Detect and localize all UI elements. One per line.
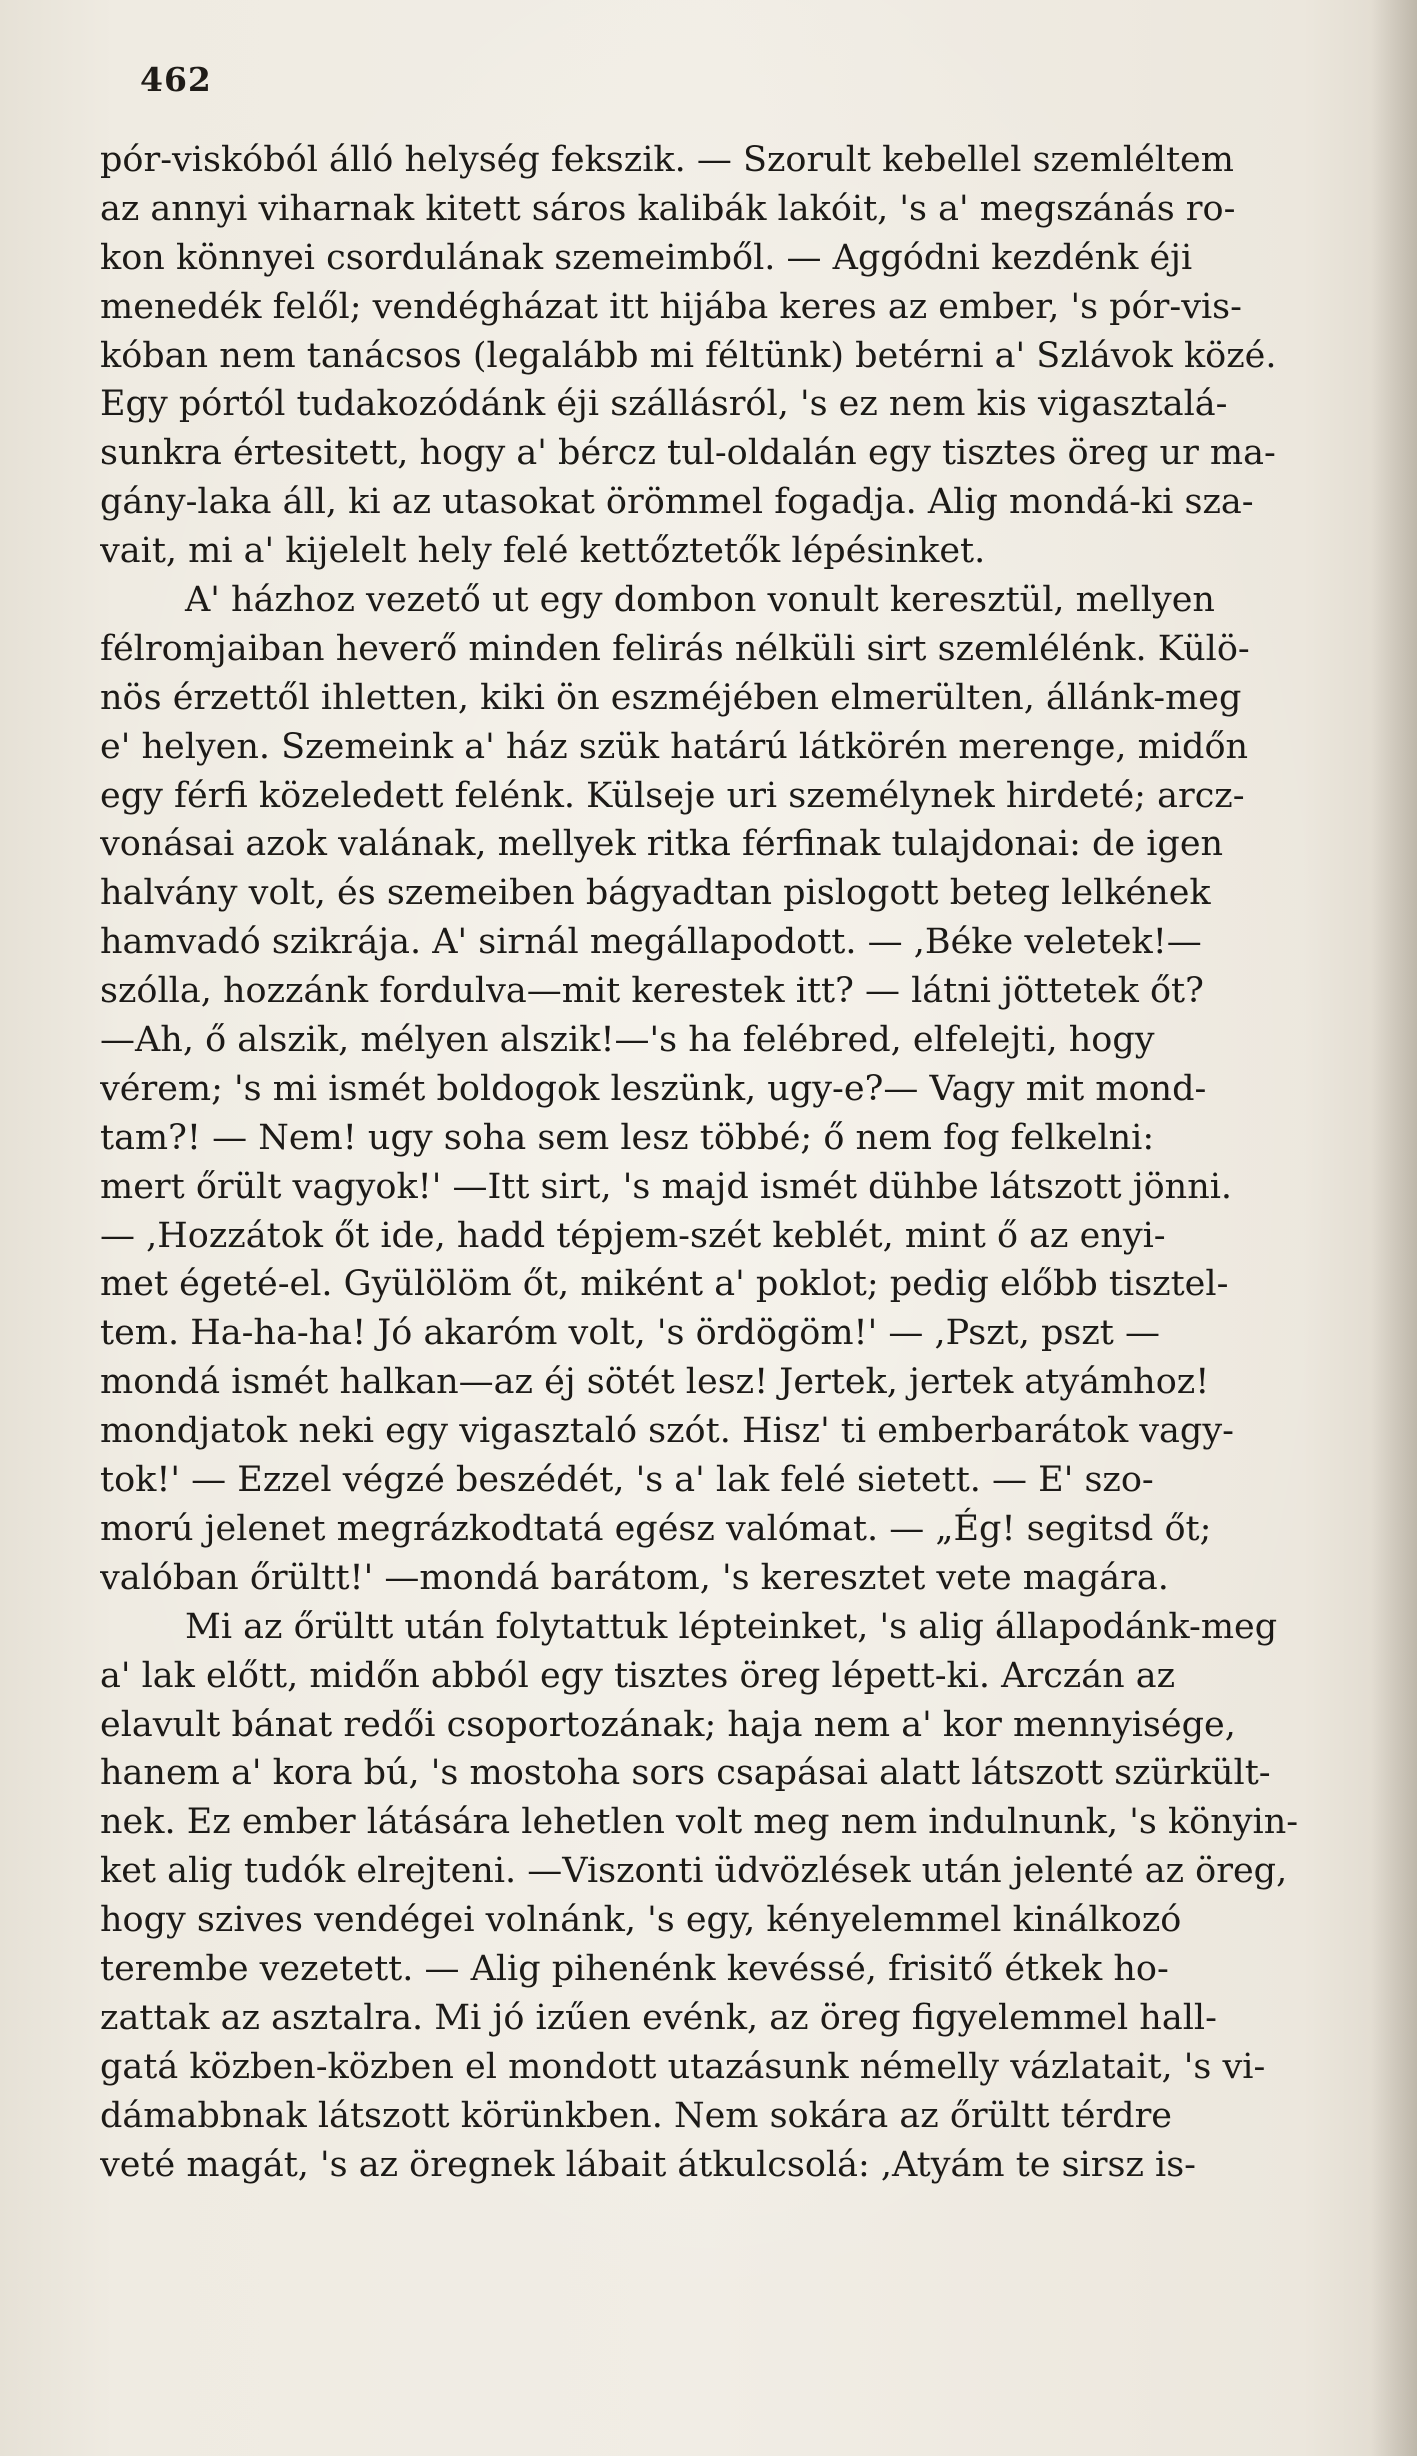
text-line: valóban őrültt!' —mondá barátom, 's keresztet vete magára. [100, 1557, 1169, 1598]
text-line: szólla, hozzánk fordulva—mit kerestek itt? — látni jöttetek őt? [100, 971, 1204, 1012]
text-line: vonásai azok valának, mellyek ritka férfinak tulajdonai: de igen [100, 824, 1224, 865]
text-line: a' lak előtt, midőn abból egy tisztes öreg lépett-ki. Arczán az [100, 1655, 1176, 1696]
paragraph-start-line: Mi az őrültt után folytattuk lépteinket, 's alig állapodánk-meg [185, 1606, 1278, 1647]
text-line: morú jelenet megrázkodtatá egész valómat. — „Ég! segitsd őt; [100, 1508, 1212, 1549]
text-line: vérem; 's mi ismét boldogok leszünk, ugy-e?— Vagy mit mond- [100, 1068, 1207, 1109]
text-line: —Ah, ő alszik, mélyen alszik!—'s ha felébred, elfelejti, hogy [100, 1020, 1155, 1061]
text-line: egy férfi közeledett felénk. Külseje uri személynek hirdeté; arcz- [100, 775, 1245, 816]
text-line: hogy szives vendégei volnánk, 's egy, kényelemmel kinálkozó [100, 1900, 1182, 1941]
body-text [100, 136, 1320, 2189]
page-number: 462 [140, 60, 212, 99]
text-line: elavult bánat redői csoportozának; haja nem a' kor mennyisége, [100, 1704, 1236, 1745]
text-line: dámabbnak látszott körünkben. Nem sokára az őrültt térdre [100, 2095, 1173, 2136]
text-line: tok!' — Ezzel végzé beszédét, 's a' lak felé sietett. — E' szo- [100, 1460, 1154, 1501]
text-line: az annyi viharnak kitett sáros kalibák lakóit, 's a' megszánás ro- [100, 188, 1236, 229]
page-edge-shadow [1371, 0, 1417, 2456]
text-line: menedék felől; vendégházat itt hijába keres az ember, 's pór-vis- [100, 286, 1242, 327]
text-line: halvány volt, és szemeiben bágyadtan pislogott beteg lelkének [100, 873, 1211, 914]
text-line: gatá közben-közben el mondott utazásunk némelly vázlatait, 's vi- [100, 2046, 1266, 2087]
text-line: mondá ismét halkan—az éj sötét lesz! Jertek, jertek atyámhoz! [100, 1362, 1210, 1403]
text-line: tem. Ha-ha-ha! Jó akaróm volt, 's ördögöm!' — ,Pszt, pszt — [100, 1313, 1160, 1354]
text-line: e' helyen. Szemeink a' ház szük határú látkörén merenge, midőn [100, 726, 1249, 767]
text-line: veté magát, 's az öregnek lábait átkulcsolá: ,Atyám te sirsz is- [100, 2144, 1196, 2185]
text-line: zattak az asztalra. Mi jó izűen evénk, az öreg figyelemmel hall- [100, 1997, 1217, 2038]
text-line: tam?! — Nem! ugy soha sem lesz többé; ő nem fog felkelni: [100, 1117, 1155, 1158]
text-line: kon könnyei csordulának szemeimből. — Aggódni kezdénk éji [100, 237, 1193, 278]
paragraph-start-line: A' házhoz vezető ut egy dombon vonult keresztül, mellyen [185, 580, 1215, 621]
text-line: hanem a' kora bú, 's mostoha sors csapásai alatt látszott szürkült- [100, 1753, 1271, 1794]
text-line: nös érzettől ihletten, kiki ön eszméjében elmerülten, állánk-meg [100, 677, 1242, 718]
text-line: ket alig tudók elrejteni. —Viszonti üdvözlések után jelenté az öreg, [100, 1851, 1288, 1892]
text-line: sunkra értesitett, hogy a' bércz tul-oldalán egy tisztes öreg ur ma- [100, 433, 1276, 474]
text-line: Egy pórtól tudakozódánk éji szállásról, 's ez nem kis vigasztalá- [100, 384, 1228, 425]
text-line: pór-viskóból álló helység fekszik. — Szorult kebellel szemléltem [100, 140, 1234, 180]
text-line: nek. Ez ember látására lehetlen volt meg nem indulnunk, 's könyin- [100, 1802, 1299, 1843]
text-line: mert őrült vagyok!' —Itt sirt, 's majd ismét dühbe látszott jönni. [100, 1166, 1233, 1207]
text-line: mondjatok neki egy vigasztaló szót. Hisz' ti emberbarátok vagy- [100, 1411, 1234, 1452]
text-line: vait, mi a' kijelelt hely felé kettőztetők lépésinket. [100, 531, 986, 572]
text-line: — ,Hozzátok őt ide, hadd tépjem-szét keblét, mint ő az enyi- [100, 1215, 1166, 1256]
text-line: félromjaiban heverő minden felirás nélküli sirt szemlélénk. Külö- [100, 628, 1250, 669]
text-line: met égeté-el. Gyülölöm őt, miként a' poklot; pedig előbb tisztel- [100, 1264, 1229, 1305]
text-line: gány-laka áll, ki az utasokat örömmel fogadja. Alig mondá-ki sza- [100, 482, 1254, 523]
text-line: terembe vezetett. — Alig pihenénk kevéssé, frisitő étkek ho- [100, 1948, 1169, 1989]
text-line: hamvadó szikrája. A' sirnál megállapodott. — ,Béke veletek!— [100, 922, 1202, 963]
text-line: kóban nem tanácsos (legalább mi féltünk) betérni a' Szlávok közé. [100, 335, 1277, 376]
